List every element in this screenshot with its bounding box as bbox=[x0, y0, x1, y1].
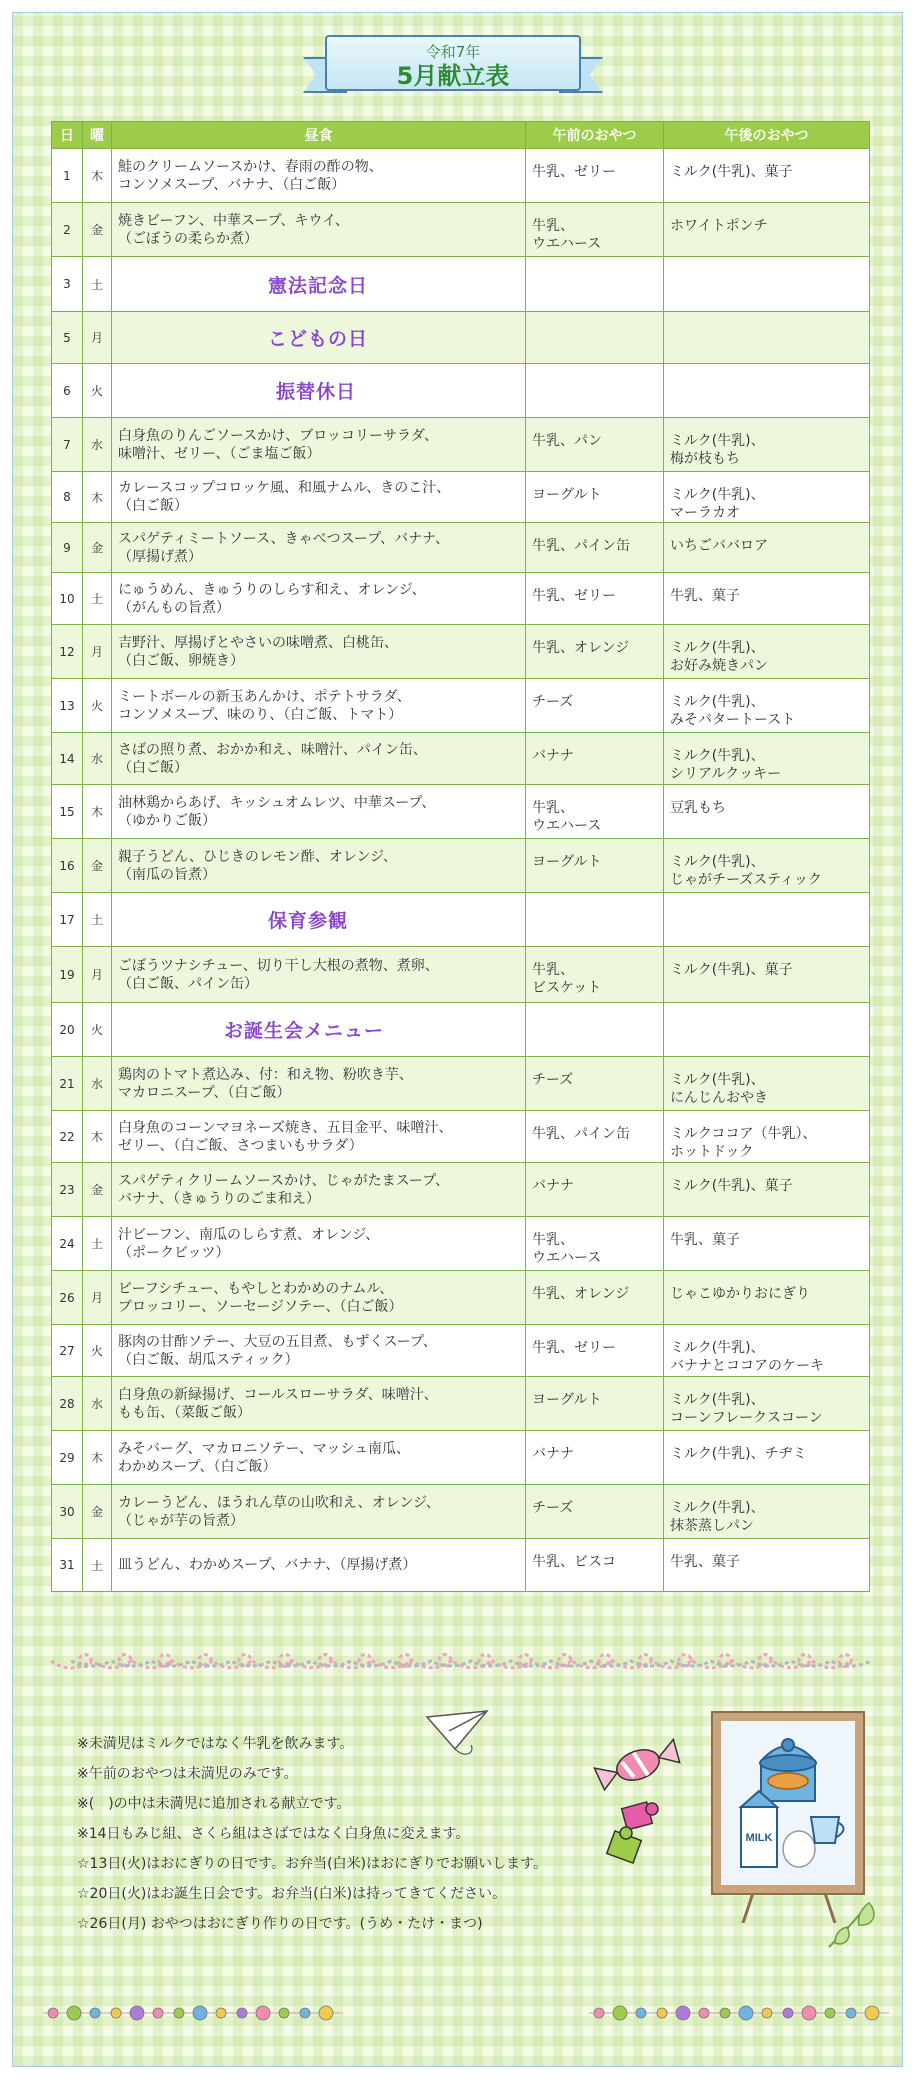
am-snack-cell: ヨーグルト bbox=[526, 1377, 664, 1431]
pm-snack-cell: ミルク(牛乳)、 みそバタートースト bbox=[664, 679, 870, 733]
table-row bbox=[52, 733, 870, 785]
weekday-cell: 土 bbox=[83, 257, 112, 312]
am-snack-cell bbox=[526, 257, 664, 312]
reiwa-year: 令和7年 bbox=[425, 43, 481, 61]
day-cell: 6 bbox=[52, 364, 83, 418]
table-row bbox=[52, 679, 870, 733]
lunch-cell: 豚肉の甘酢ソテー、大豆の五目煮、もずくスープ、 （白ご飯、胡瓜スティック） bbox=[112, 1325, 526, 1377]
pm-snack-cell: ミルク(牛乳)、 じゃがチーズスティック bbox=[664, 839, 870, 893]
special-event-cell bbox=[112, 893, 526, 947]
table-row bbox=[52, 839, 870, 893]
am-snack-cell: 牛乳、ゼリー bbox=[526, 149, 664, 203]
weekday-cell: 水 bbox=[83, 1377, 112, 1431]
pm-snack-cell: ミルク(牛乳)、 コーンフレークスコーン bbox=[664, 1377, 870, 1431]
special-event-cell bbox=[112, 257, 526, 312]
pm-snack-cell: ミルク(牛乳)、チヂミ bbox=[664, 1431, 870, 1485]
weekday-cell: 土 bbox=[83, 573, 112, 625]
day-cell: 2 bbox=[52, 203, 83, 257]
milk-and-teapot-illustration bbox=[721, 1721, 855, 1885]
day-cell: 17 bbox=[52, 893, 83, 947]
day-cell: 27 bbox=[52, 1325, 83, 1377]
candy-and-puzzle-icon bbox=[588, 1735, 688, 1875]
lunch-cell: ごぼうツナシチュー、切り干し大根の煮物、煮卵、 （白ご飯、パイン缶） bbox=[112, 947, 526, 1003]
weekday-cell: 土 bbox=[83, 893, 112, 947]
day-cell: 5 bbox=[52, 312, 83, 364]
day-cell: 12 bbox=[52, 625, 83, 679]
pm-snack-cell: 牛乳、菓子 bbox=[664, 1217, 870, 1271]
lunch-cell: 親子うどん、ひじきのレモン酢、オレンジ、 （南瓜の旨煮） bbox=[112, 839, 526, 893]
weekday-cell: 水 bbox=[83, 1057, 112, 1111]
table-row bbox=[52, 1431, 870, 1485]
table-row bbox=[52, 573, 870, 625]
am-snack-cell: 牛乳、 ウエハース bbox=[526, 1217, 664, 1271]
bead bbox=[48, 2008, 58, 2018]
special-event-cell bbox=[112, 364, 526, 418]
table-row bbox=[52, 1325, 870, 1377]
am-snack-cell: チーズ bbox=[526, 679, 664, 733]
notes-section bbox=[77, 1729, 637, 1939]
lunch-cell: スパゲティクリームソースかけ、じゃがたまスープ、 バナナ、（きゅうりのごま和え） bbox=[112, 1163, 526, 1217]
day-cell: 24 bbox=[52, 1217, 83, 1271]
table-row bbox=[52, 472, 870, 523]
table-row bbox=[52, 893, 870, 947]
header-lunch: 昼食 bbox=[112, 122, 526, 149]
am-snack-cell bbox=[526, 893, 664, 947]
header-day: 日 bbox=[52, 122, 83, 149]
leaf-icon bbox=[823, 1893, 883, 1953]
weekday-cell: 木 bbox=[83, 472, 112, 523]
table-row bbox=[52, 418, 870, 472]
bead-decoration-right bbox=[589, 2003, 889, 2023]
bead bbox=[256, 2006, 270, 2020]
pm-snack-cell: 牛乳、菓子 bbox=[664, 1539, 870, 1592]
table-row bbox=[52, 785, 870, 839]
am-snack-cell: 牛乳、ゼリー bbox=[526, 573, 664, 625]
bead bbox=[237, 2008, 247, 2018]
table-row bbox=[52, 1271, 870, 1325]
pm-snack-cell: ホワイトポンチ bbox=[664, 203, 870, 257]
day-cell: 13 bbox=[52, 679, 83, 733]
pm-snack-cell: ミルク(牛乳)、 梅が枝もち bbox=[664, 418, 870, 472]
table-row bbox=[52, 149, 870, 203]
am-snack-cell bbox=[526, 312, 664, 364]
note-line: ☆20日(火)はお誕生日会です。お弁当(白米)は持ってきてください。 bbox=[77, 1886, 507, 1902]
pm-snack-cell: ミルクココア（牛乳）、 ホットドック bbox=[664, 1111, 870, 1163]
day-cell: 9 bbox=[52, 523, 83, 573]
day-cell: 31 bbox=[52, 1539, 83, 1592]
lunch-cell: 焼きビーフン、中華スープ、キウイ、 （ごぼうの柔らか煮） bbox=[112, 203, 526, 257]
pm-snack-cell: いちごババロア bbox=[664, 523, 870, 573]
table-row bbox=[52, 1377, 870, 1431]
lunch-cell: にゅうめん、きゅうりのしらす和え、オレンジ、 （がんもの旨煮） bbox=[112, 573, 526, 625]
bead bbox=[699, 2008, 709, 2018]
lunch-cell: 汁ビーフン、南瓜のしらす煮、オレンジ、 （ポークビッツ） bbox=[112, 1217, 526, 1271]
am-snack-cell: バナナ bbox=[526, 1431, 664, 1485]
page-title: 5月献立表 bbox=[396, 62, 510, 90]
weekday-cell: 木 bbox=[83, 1431, 112, 1485]
pm-snack-cell: ミルク(牛乳)、 マーラカオ bbox=[664, 472, 870, 523]
day-cell: 19 bbox=[52, 947, 83, 1003]
bead bbox=[720, 2008, 730, 2018]
weekday-cell: 火 bbox=[83, 364, 112, 418]
lunch-cell: 吉野汁、厚揚げとやさいの味噌煮、白桃缶、 （白ご飯、卵焼き） bbox=[112, 625, 526, 679]
bead bbox=[636, 2008, 646, 2018]
special-event-label: 憲法記念日 bbox=[268, 274, 369, 297]
lunch-cell: 白身魚の新緑揚げ、コールスローサラダ、味噌汁、 もも缶、（菜飯ご飯） bbox=[112, 1377, 526, 1431]
banner-main bbox=[325, 35, 581, 91]
bead bbox=[762, 2008, 772, 2018]
weekday-cell: 金 bbox=[83, 839, 112, 893]
bead bbox=[279, 2008, 289, 2018]
am-snack-cell: バナナ bbox=[526, 1163, 664, 1217]
table-header-row bbox=[52, 122, 870, 149]
am-snack-cell: ヨーグルト bbox=[526, 839, 664, 893]
pm-snack-cell: 豆乳もち bbox=[664, 785, 870, 839]
am-snack-cell: 牛乳、ビスコ bbox=[526, 1539, 664, 1592]
weekday-cell: 木 bbox=[83, 785, 112, 839]
bead bbox=[193, 2006, 207, 2020]
lunch-cell: みそバーグ、マカロニソテー、マッシュ南瓜、 わかめスープ、（白ご飯） bbox=[112, 1431, 526, 1485]
paper-plane-icon bbox=[425, 1709, 495, 1759]
am-snack-cell: バナナ bbox=[526, 733, 664, 785]
am-snack-cell: 牛乳、オレンジ bbox=[526, 625, 664, 679]
note-line: ※( )の中は未満児に追加される献立です。 bbox=[77, 1796, 351, 1812]
bead bbox=[67, 2006, 81, 2020]
special-event-label: こどもの日 bbox=[268, 328, 369, 350]
weekday-cell: 火 bbox=[83, 1003, 112, 1057]
note-line: ※午前のおやつは未満児のみです。 bbox=[77, 1766, 298, 1782]
pm-snack-cell bbox=[664, 1003, 870, 1057]
weekday-cell: 金 bbox=[83, 523, 112, 573]
pm-snack-cell: 牛乳、菓子 bbox=[664, 573, 870, 625]
note-line: ※未満児はミルクではなく牛乳を飲みます。 bbox=[77, 1736, 354, 1752]
lunch-cell: さばの照り煮、おかか和え、味噌汁、パイン缶、 （白ご飯） bbox=[112, 733, 526, 785]
pm-snack-cell: ミルク(牛乳)、 お好み焼きパン bbox=[664, 625, 870, 679]
pm-snack-cell bbox=[664, 257, 870, 312]
bead bbox=[739, 2006, 753, 2020]
pm-snack-cell: ミルク(牛乳)、 シリアルクッキー bbox=[664, 733, 870, 785]
note-line: ※14日もみじ組、さくら組はさばではなく白身魚に変えます。 bbox=[77, 1826, 470, 1842]
am-snack-cell: チーズ bbox=[526, 1057, 664, 1111]
am-snack-cell bbox=[526, 364, 664, 418]
day-cell: 29 bbox=[52, 1431, 83, 1485]
day-cell: 7 bbox=[52, 418, 83, 472]
day-cell: 30 bbox=[52, 1485, 83, 1539]
menu-page bbox=[12, 12, 903, 2067]
bead-decoration-left bbox=[43, 2003, 343, 2023]
am-snack-cell: 牛乳、パン bbox=[526, 418, 664, 472]
weekday-cell: 土 bbox=[83, 1217, 112, 1271]
pm-snack-cell bbox=[664, 893, 870, 947]
weekday-cell: 土 bbox=[83, 1539, 112, 1592]
title-banner bbox=[303, 27, 603, 103]
day-cell: 20 bbox=[52, 1003, 83, 1057]
bead bbox=[153, 2008, 163, 2018]
table-row bbox=[52, 1111, 870, 1163]
table-row bbox=[52, 1003, 870, 1057]
weekday-cell: 木 bbox=[83, 149, 112, 203]
am-snack-cell bbox=[526, 1003, 664, 1057]
bead bbox=[676, 2006, 690, 2020]
pm-snack-cell: ミルク(牛乳)、 にんじんおやき bbox=[664, 1057, 870, 1111]
lunch-cell: ビーフシチュー、もやしとわかめのナムル、 ブロッコリー、ソーセージソテー、（白ご飯） bbox=[112, 1271, 526, 1325]
pm-snack-cell bbox=[664, 364, 870, 418]
bead bbox=[319, 2006, 333, 2020]
pm-snack-cell: ミルク(牛乳)、菓子 bbox=[664, 1163, 870, 1217]
bead bbox=[130, 2006, 144, 2020]
lunch-cell: カレーうどん、ほうれん草の山吹和え、オレンジ、 （じゃが芋の旨煮） bbox=[112, 1485, 526, 1539]
am-snack-cell: 牛乳、 ビスケット bbox=[526, 947, 664, 1003]
note-line: ☆13日(火)はおにぎりの日です。お弁当(白米)はおにぎりでお願いします。 bbox=[77, 1856, 547, 1872]
lunch-cell: 鶏肉のトマト煮込み、付：和え物、粉吹き芋、 マカロニスープ、（白ご飯） bbox=[112, 1057, 526, 1111]
weekday-cell: 水 bbox=[83, 418, 112, 472]
table-row bbox=[52, 312, 870, 364]
am-snack-cell: 牛乳、パイン缶 bbox=[526, 1111, 664, 1163]
bead bbox=[594, 2008, 604, 2018]
special-event-cell bbox=[112, 1003, 526, 1057]
lunch-cell: 鮭のクリームソースかけ、春雨の酢の物、 コンソメスープ、バナナ、（白ご飯） bbox=[112, 149, 526, 203]
am-snack-cell: ヨーグルト bbox=[526, 472, 664, 523]
am-snack-cell: 牛乳、 ウエハース bbox=[526, 785, 664, 839]
bead bbox=[90, 2008, 100, 2018]
weekday-cell: 月 bbox=[83, 625, 112, 679]
day-cell: 23 bbox=[52, 1163, 83, 1217]
weekday-cell: 月 bbox=[83, 1271, 112, 1325]
lunch-cell: スパゲティミートソース、きゃべつスープ、バナナ、 （厚揚げ煮） bbox=[112, 523, 526, 573]
table-row bbox=[52, 523, 870, 573]
milk-label: MILK bbox=[745, 1832, 773, 1844]
weekday-cell: 月 bbox=[83, 312, 112, 364]
weekday-cell: 金 bbox=[83, 203, 112, 257]
lunch-cell: 白身魚のコーンマヨネーズ焼き、五目金平、味噌汁、 ゼリー、（白ご飯、さつまいもサラダ） bbox=[112, 1111, 526, 1163]
picture-frame bbox=[713, 1713, 863, 1893]
am-snack-cell: 牛乳、パイン缶 bbox=[526, 523, 664, 573]
special-event-label: 保育参観 bbox=[268, 910, 349, 932]
pm-snack-cell: ミルク(牛乳)、 バナナとココアのケーキ bbox=[664, 1325, 870, 1377]
table-row bbox=[52, 1485, 870, 1539]
weekday-cell: 金 bbox=[83, 1485, 112, 1539]
table-row bbox=[52, 1217, 870, 1271]
lunch-cell: 油林鶏からあげ、キッシュオムレツ、中華スープ、 （ゆかりご飯） bbox=[112, 785, 526, 839]
am-snack-cell: 牛乳、オレンジ bbox=[526, 1271, 664, 1325]
special-event-label: 振替休日 bbox=[276, 381, 357, 403]
bead bbox=[613, 2006, 627, 2020]
day-cell: 14 bbox=[52, 733, 83, 785]
table-row bbox=[52, 947, 870, 1003]
weekday-cell: 火 bbox=[83, 1325, 112, 1377]
special-event-label: お誕生会メニュー bbox=[224, 1020, 385, 1042]
special-event-cell bbox=[112, 312, 526, 364]
weekday-cell: 金 bbox=[83, 1163, 112, 1217]
bead bbox=[865, 2006, 879, 2020]
pm-snack-cell: ミルク(牛乳)、 抹茶蒸しパン bbox=[664, 1485, 870, 1539]
am-snack-cell: 牛乳、 ウエハース bbox=[526, 203, 664, 257]
day-cell: 28 bbox=[52, 1377, 83, 1431]
header-pm-snack: 午後のおやつ bbox=[664, 122, 870, 149]
weekday-cell: 月 bbox=[83, 947, 112, 1003]
day-cell: 21 bbox=[52, 1057, 83, 1111]
lunch-cell: 皿うどん、わかめスープ、バナナ、（厚揚げ煮） bbox=[112, 1539, 526, 1592]
menu-table bbox=[51, 121, 870, 1592]
bead bbox=[802, 2006, 816, 2020]
day-cell: 15 bbox=[52, 785, 83, 839]
bead bbox=[657, 2008, 667, 2018]
top-garland-decoration bbox=[51, 1631, 871, 1681]
lunch-cell: カレースコップコロッケ風、和風ナムル、きのこ汁、 （白ご飯） bbox=[112, 472, 526, 523]
table-row bbox=[52, 1539, 870, 1592]
bead bbox=[216, 2008, 226, 2018]
menu-body bbox=[52, 149, 870, 1592]
header-weekday: 曜 bbox=[83, 122, 112, 149]
header-am-snack: 午前のおやつ bbox=[526, 122, 664, 149]
table-row bbox=[52, 1057, 870, 1111]
table-row bbox=[52, 625, 870, 679]
note-line: ☆26日(月) おやつはおにぎり作りの日です。(うめ・たけ・まつ) bbox=[77, 1916, 483, 1932]
am-snack-cell: チーズ bbox=[526, 1485, 664, 1539]
bead bbox=[300, 2008, 310, 2018]
weekday-cell: 水 bbox=[83, 733, 112, 785]
weekday-cell: 木 bbox=[83, 1111, 112, 1163]
table-row bbox=[52, 1163, 870, 1217]
day-cell: 3 bbox=[52, 257, 83, 312]
am-snack-cell: 牛乳、ゼリー bbox=[526, 1325, 664, 1377]
table-row bbox=[52, 257, 870, 312]
day-cell: 8 bbox=[52, 472, 83, 523]
bead bbox=[783, 2008, 793, 2018]
bead bbox=[825, 2008, 835, 2018]
day-cell: 26 bbox=[52, 1271, 83, 1325]
weekday-cell: 火 bbox=[83, 679, 112, 733]
lunch-cell: ミートボールの新玉あんかけ、ポテトサラダ、 コンソメスープ、味のり、（白ご飯、トマト） bbox=[112, 679, 526, 733]
day-cell: 16 bbox=[52, 839, 83, 893]
pm-snack-cell: ミルク(牛乳)、菓子 bbox=[664, 149, 870, 203]
day-cell: 1 bbox=[52, 149, 83, 203]
table-row bbox=[52, 364, 870, 418]
day-cell: 10 bbox=[52, 573, 83, 625]
day-cell: 22 bbox=[52, 1111, 83, 1163]
pm-snack-cell: ミルク(牛乳)、菓子 bbox=[664, 947, 870, 1003]
bead bbox=[111, 2008, 121, 2018]
bead bbox=[174, 2008, 184, 2018]
table-row bbox=[52, 203, 870, 257]
pm-snack-cell bbox=[664, 312, 870, 364]
bead bbox=[846, 2008, 856, 2018]
lunch-cell: 白身魚のりんごソースかけ、ブロッコリーサラダ、 味噌汁、ゼリー、（ごま塩ご飯） bbox=[112, 418, 526, 472]
pm-snack-cell: じゃこゆかりおにぎり bbox=[664, 1271, 870, 1325]
